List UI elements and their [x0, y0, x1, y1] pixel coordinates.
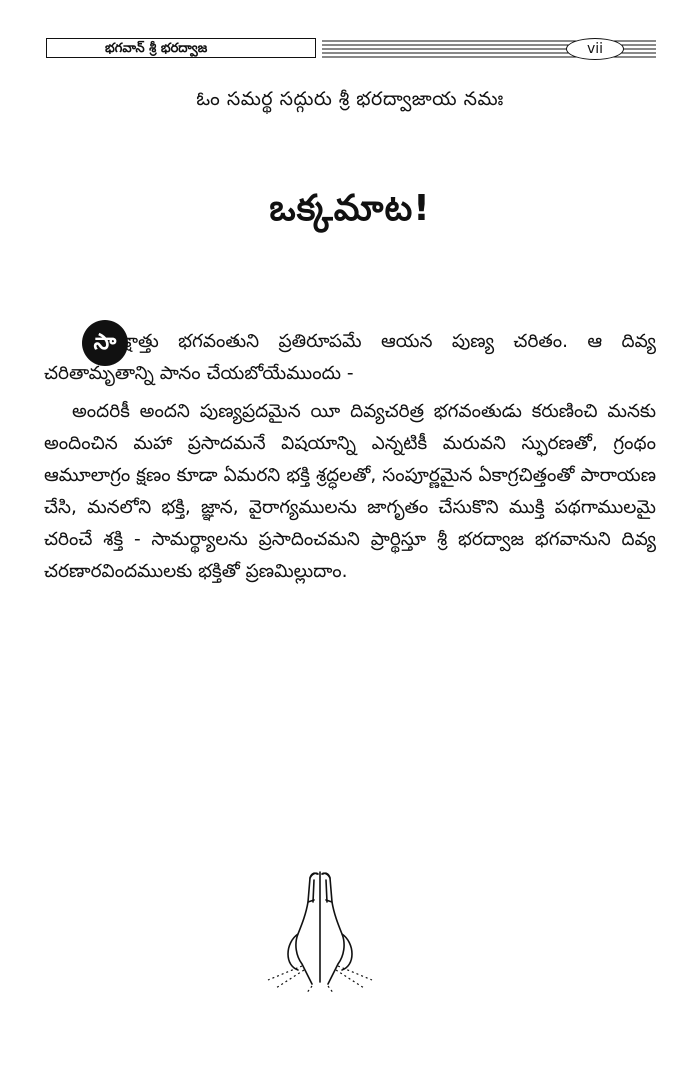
paragraph-1: క్షాత్తు భగవంతుని ప్రతిరూపమే ఆయన పుణ్య చరితం. ఆ దివ్య చరితామృతాన్ని పానం చేయబోయేముందు -: [44, 331, 656, 384]
praying-hands-icon: [262, 862, 378, 994]
page-title: ఒక్కమాట!: [269, 188, 431, 229]
dropcap-letter: సా: [82, 320, 128, 366]
running-header: [46, 38, 656, 60]
body-text: [44, 326, 656, 588]
paragraph-2: అందరికీ అందని పుణ్యప్రదమైన యీ దివ్యచరిత్ర భగవంతుడు కరుణించి మనకు అందించిన మహా ప్రసాదమనే విషయాన్ని ఎన్నటికీ మరువని స్ఫురణతో, గ్రంథం ఆమూలాగ్రం క్షణం కూడా ఏమరని భక్తి శ్రద్ధలతో, సంపూర్ణమైన ఏకాగ్రచిత్తంతో పారాయణ చేసి, మనలోని భక్తి, జ్ఞాన, వైరాగ్యములను జాగృతం చేసుకొని ముక్తి పథగాములమై చరించే శక్తి - సామర్థ్యాలను ప్రసాదించమని ప్రార్థిస్తూ శ్రీ భరద్వాజ భగవానుని దివ్య చరణారవిందములకు భక్తితో ప్రణమిల్లుదాం.: [44, 401, 656, 582]
invocation-line: ఓం సమర్థ సద్గురు శ్రీ భరద్వాజాయ నమః: [196, 88, 504, 110]
header-book-title: భగవాన్ శ్రీ భరద్వాజ: [46, 38, 316, 58]
page-number: vii: [566, 38, 624, 60]
